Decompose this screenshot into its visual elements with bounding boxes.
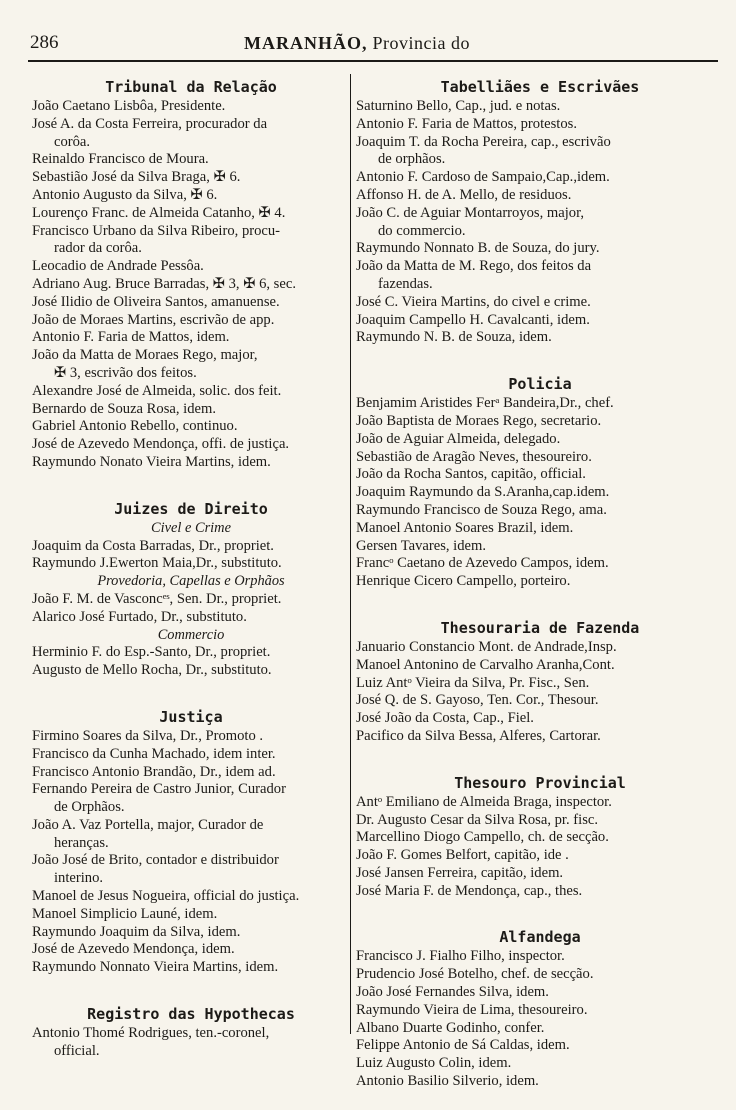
section-heading: Registro das Hypothecas xyxy=(87,1005,295,1024)
entry: José João da Costa, Cap., Fiel. xyxy=(356,710,534,727)
entry: João José Fernandes Silva, idem. xyxy=(356,984,549,1001)
section-justica xyxy=(32,706,350,977)
title-rest: Provincia do xyxy=(372,33,470,53)
entry: Raymundo J.Ewerton Maia,Dr., substituto. xyxy=(32,555,282,572)
section-tesouraria xyxy=(356,617,724,746)
entry: Sebastião de Aragão Neves, thesoureiro. xyxy=(356,448,592,465)
entry: Francisco Urbano da Silva Ribeiro, procu- xyxy=(32,222,281,239)
entry: João F. Gomes Belfort, capitão, ide . xyxy=(356,847,569,864)
section-tesouro xyxy=(356,772,724,901)
section-heading: Thesouraria de Fazenda xyxy=(440,618,640,637)
entry: José de Azevedo Mendonça, offi. de justiça. xyxy=(32,436,290,453)
entry: Raymundo Nonnato B. de Souza, do jury. xyxy=(356,240,600,257)
entry: João da Matta de M. Rego, dos feitos da xyxy=(356,258,592,275)
header-rule xyxy=(28,60,718,62)
subsection-heading: Provedoria, Capellas e Orphãos xyxy=(97,573,285,590)
page-header xyxy=(0,30,736,58)
entry-continuation: do commercio. xyxy=(378,222,466,239)
section-heading: Policia xyxy=(508,375,572,394)
entry: Antonio Augusto da Silva, ✠ 6. xyxy=(32,186,218,203)
subsection-heading: Civel e Crime xyxy=(151,519,231,536)
entry: Fernando Pereira de Castro Junior, Curador xyxy=(32,781,286,798)
entry: Raymundo Nonato Vieira Martins, idem. xyxy=(32,453,271,470)
entry: Antonio F. Cardoso de Sampaio,Cap.,idem. xyxy=(356,169,610,186)
left-column xyxy=(32,76,350,1061)
entry: Luiz Antᵒ Vieira da Silva, Pr. Fisc., Sen. xyxy=(356,674,590,691)
subsection-heading: Commercio xyxy=(157,626,225,643)
entry: João Caetano Lisbôa, Presidente. xyxy=(32,98,226,114)
entry: Antonio F. Faria de Mattos, idem. xyxy=(32,329,230,346)
entry: Bernardo de Souza Rosa, idem. xyxy=(32,400,216,417)
entry: Joaquim T. da Rocha Pereira, cap., escrivão xyxy=(356,133,611,150)
entry: Joaquim Campello H. Cavalcanti, idem. xyxy=(356,311,590,328)
entry: Joaquim da Costa Barradas, Dr., propriet. xyxy=(32,537,274,554)
section-heading: Tribunal da Relação xyxy=(105,78,277,96)
entry: Manoel de Jesus Nogueira, official do justiça. xyxy=(32,888,300,905)
entry: Pacifico da Silva Bessa, Alferes, Cartorar. xyxy=(356,727,601,744)
entry-continuation: de orphãos. xyxy=(378,151,446,168)
column-divider xyxy=(350,74,351,1034)
entry: Antᵒ Emiliano de Almeida Braga, inspector. xyxy=(356,793,612,810)
entry: Manoel Simplicio Launé, idem. xyxy=(32,905,218,922)
entry: Gabriel Antonio Rebello, continuo. xyxy=(32,418,238,435)
entry-continuation: de Orphãos. xyxy=(54,799,125,816)
entry: Dr. Augusto Cesar da Silva Rosa, pr. fisc. xyxy=(356,811,598,828)
entry: Alarico José Furtado, Dr., substituto. xyxy=(32,608,247,625)
entry: Saturnino Bello, Cap., jud. e notas. xyxy=(356,98,561,114)
entry: João José de Brito, contador e distribuidor xyxy=(32,852,279,869)
entry: Francᵒ Caetano de Azevedo Campos, idem. xyxy=(356,555,609,572)
entry: João F. M. de Vasconcᵉˢ, Sen. Dr., propriet. xyxy=(32,590,282,607)
section-alfandega xyxy=(356,926,724,1090)
entry-continuation: ✠ 3, escrivão dos feitos. xyxy=(54,364,197,381)
entry: João da Rocha Santos, capitão, official. xyxy=(356,466,586,483)
section-heading: Alfandega xyxy=(499,928,581,947)
entry: Manoel Antonino de Carvalho Aranha,Cont. xyxy=(356,656,615,673)
entry: Marcellino Diogo Campello, ch. de secção. xyxy=(356,829,609,846)
entry: Gersen Tavares, idem. xyxy=(356,537,487,554)
section-registro xyxy=(32,1003,350,1061)
entry: Francisco J. Fialho Filho, inspector. xyxy=(356,948,565,965)
entry: José Q. de S. Gayoso, Ten. Cor., Thesour. xyxy=(356,692,599,709)
entry: João Baptista de Moraes Rego, secretario. xyxy=(356,412,602,429)
entry: João de Aguiar Almeida, delegado. xyxy=(356,430,561,447)
title-main: MARANHÃO, xyxy=(244,33,368,53)
entry-continuation: rador da corôa. xyxy=(54,240,142,257)
entry: Manoel Antonio Soares Brazil, idem. xyxy=(356,519,574,536)
entry: Benjamim Aristides Ferᵃ Bandeira,Dr., chef. xyxy=(356,395,614,412)
section-heading: Justiça xyxy=(159,707,223,726)
page-title xyxy=(244,33,470,54)
entry: Leocadio de Andrade Pessôa. xyxy=(32,258,204,275)
entry: Sebastião José da Silva Braga, ✠ 6. xyxy=(32,169,241,186)
section-heading: Tabelliães e Escrivães xyxy=(440,78,640,96)
entry: Affonso H. de A. Mello, de residuos. xyxy=(356,186,572,203)
entry-continuation: heranças. xyxy=(54,834,109,851)
entry: Antonio Thomé Rodrigues, ten.-coronel, xyxy=(32,1025,270,1042)
entry: José A. da Costa Ferreira, procurador da xyxy=(32,115,268,132)
entry: Raymundo Nonnato Vieira Martins, idem. xyxy=(32,959,279,976)
entry: Prudencio José Botelho, chef. de secção. xyxy=(356,966,594,983)
page-number: 286 xyxy=(30,32,59,53)
section-heading: Thesouro Provincial xyxy=(454,773,626,792)
entry-continuation: fazendas. xyxy=(378,275,433,292)
entry: Raymundo N. B. de Souza, idem. xyxy=(356,329,552,346)
entry: Henrique Cicero Campello, porteiro. xyxy=(356,573,571,590)
right-column xyxy=(356,76,724,1091)
entry: João C. de Aguiar Montarroyos, major, xyxy=(356,204,585,221)
entry: Francisco da Cunha Machado, idem inter. xyxy=(32,745,276,762)
entry: Adriano Aug. Bruce Barradas, ✠ 3, ✠ 6, sec. xyxy=(32,275,296,292)
entry: Reinaldo Francisco de Moura. xyxy=(32,151,209,168)
entry: Francisco Antonio Brandão, Dr., idem ad. xyxy=(32,763,276,780)
entry: Firmino Soares da Silva, Dr., Promoto . xyxy=(32,727,264,744)
section-tabelliaes xyxy=(356,76,724,347)
entry: Augusto de Mello Rocha, Dr., substituto. xyxy=(32,662,272,679)
entry: Albano Duarte Godinho, confer. xyxy=(356,1019,545,1036)
entry: Joaquim Raymundo da S.Aranha,cap.idem. xyxy=(356,484,610,501)
entry: Herminio F. do Esp.-Santo, Dr., propriet. xyxy=(32,644,271,661)
entry: José Jansen Ferreira, capitão, idem. xyxy=(356,864,564,881)
entry-continuation: official. xyxy=(54,1042,100,1059)
section-heading: Juizes de Direito xyxy=(114,499,268,518)
section-tribunal xyxy=(32,76,350,472)
entry-continuation: corôa. xyxy=(54,133,91,150)
entry: José de Azevedo Mendonça, idem. xyxy=(32,941,235,958)
entry: Alexandre José de Almeida, solic. dos feit. xyxy=(32,382,282,399)
entry: José C. Vieira Martins, do civel e crime. xyxy=(356,293,591,310)
entry: Raymundo Joaquim da Silva, idem. xyxy=(32,923,241,940)
entry: Felippe Antonio de Sá Caldas, idem. xyxy=(356,1037,570,1054)
entry-continuation: interino. xyxy=(54,870,104,887)
entry: Lourenço Franc. de Almeida Catanho, ✠ 4. xyxy=(32,204,286,221)
entry: João de Moraes Martins, escrivão de app. xyxy=(32,311,275,328)
section-policia xyxy=(356,373,724,591)
entry: Januario Constancio Mont. de Andrade,Insp. xyxy=(356,638,617,655)
entry: Raymundo Francisco de Souza Rego, ama. xyxy=(356,501,607,518)
entry: José Maria F. de Mendonça, cap., thes. xyxy=(356,882,583,899)
section-juizes xyxy=(32,498,350,680)
entry: João A. Vaz Portella, major, Curador de xyxy=(32,816,264,833)
entry: Raymundo Vieira de Lima, thesoureiro. xyxy=(356,1001,588,1018)
entry: João da Matta de Moraes Rego, major, xyxy=(32,347,258,364)
entry: José Ilidio de Oliveira Santos, amanuense. xyxy=(32,293,280,310)
entry: Antonio F. Faria de Mattos, protestos. xyxy=(356,115,577,132)
entry: Luiz Augusto Colin, idem. xyxy=(356,1055,512,1072)
entry: Antonio Basilio Silverio, idem. xyxy=(356,1073,539,1090)
